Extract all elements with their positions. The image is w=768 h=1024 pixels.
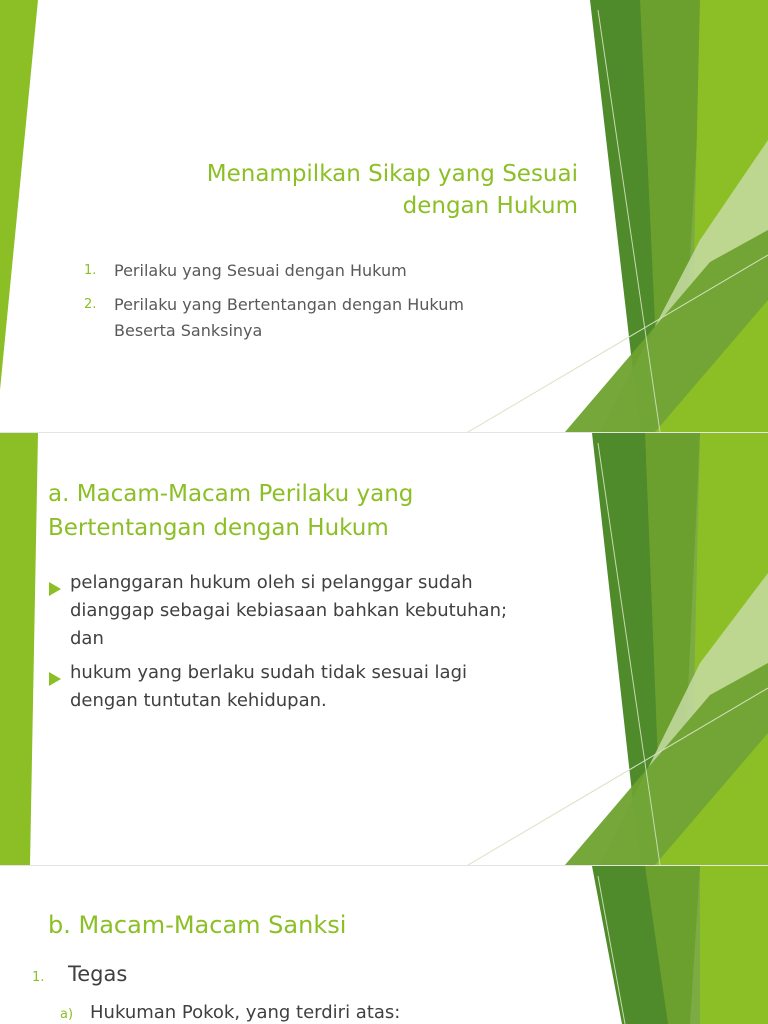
- slide-1-title-line-2: dengan Hukum: [402, 193, 578, 219]
- slide-2-title-line-2: Bertentangan dengan Hukum: [48, 515, 389, 541]
- level-2-item: [60, 1002, 400, 1023]
- list-number: 2.: [84, 297, 97, 312]
- triangle-bullet-icon: [48, 569, 70, 653]
- slide-2-title: [48, 477, 518, 545]
- slide-1-list: [84, 258, 524, 352]
- bullet-text-line: dan: [70, 628, 104, 649]
- list-number: 1.: [84, 263, 97, 278]
- list-text: [114, 292, 464, 344]
- bullet-text-line: hukum yang berlaku sudah tidak sesuai lagi: [70, 662, 468, 683]
- slide-1: [0, 0, 768, 432]
- bullet-text-line: dengan tuntutan kehidupan.: [70, 690, 327, 711]
- list-text-line: Perilaku yang Sesuai dengan Hukum: [114, 261, 407, 280]
- slide-1-title: [150, 158, 578, 222]
- slide-3: [0, 866, 768, 1024]
- list-text: Hukuman Pokok, yang terdiri atas:: [90, 1002, 401, 1023]
- list-item: [84, 292, 524, 344]
- bullet-item: [48, 659, 568, 715]
- list-letter: a): [60, 1007, 74, 1022]
- list-item: [84, 258, 524, 284]
- slide-2-bullet-list: [48, 569, 568, 721]
- left-green-bar: [0, 433, 38, 865]
- slide-3-title: b. Macam-Macam Sanksi: [48, 911, 347, 939]
- list-text-line: Perilaku yang Bertentangan dengan Hukum: [114, 295, 464, 314]
- bullet-text-line: pelanggaran hukum oleh si pelanggar sudah: [70, 572, 473, 593]
- bullet-text-line: dianggap sebagai kebiasaan bahkan kebutuhan;: [70, 600, 508, 621]
- bullet-item: [48, 569, 568, 653]
- bullet-text: [70, 569, 507, 653]
- list-text: [114, 258, 407, 284]
- slide-2-title-line-1: a. Macam-Macam Perilaku yang: [48, 481, 414, 507]
- slide-1-title-line-1: Menampilkan Sikap yang Sesuai: [206, 161, 578, 187]
- level-1-item: [32, 962, 127, 986]
- bullet-text: [70, 659, 467, 715]
- left-green-bar: [0, 0, 38, 390]
- triangle-bullet-icon: [48, 659, 70, 715]
- list-text-line: Beserta Sanksinya: [114, 321, 263, 340]
- list-text: Tegas: [68, 962, 128, 986]
- right-light-band: [700, 866, 768, 1024]
- slide-3-decoration: [0, 866, 768, 1024]
- slide-2: [0, 433, 768, 865]
- list-number: 1.: [32, 970, 45, 985]
